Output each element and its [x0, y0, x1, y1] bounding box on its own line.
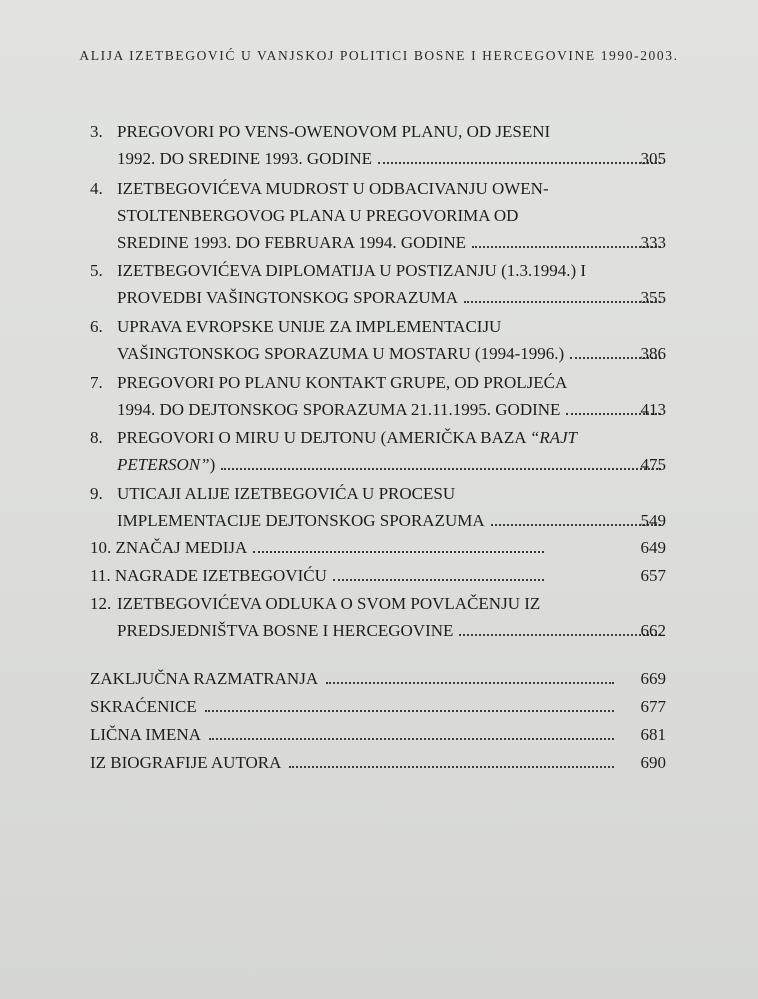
toc-entry-number: 7.: [90, 373, 103, 392]
toc-entry-conclusions[interactable]: [90, 665, 666, 692]
toc-entry-title-line: IZETBEGOVIĆEVA ODLUKA O SVOM POVLAČENJU IZ: [117, 594, 541, 613]
toc-page-number: 649: [640, 538, 666, 557]
toc-entry-number: 10.: [90, 538, 112, 557]
toc-entry-title: SKRAĆENICE: [90, 697, 197, 716]
toc-entry-title-line: 1994. DO DEJTONSKOG SPORAZUMA 21.11.1995. GODINE: [117, 400, 561, 419]
toc-entry-title-line: SREDINE 1993. DO FEBRUARA 1994. GODINE: [117, 233, 466, 252]
leader-dots: [326, 681, 614, 684]
leader-dots: [253, 550, 544, 553]
toc-entry-title-italic: “RAJT: [529, 428, 578, 447]
toc-page-number: 355: [640, 288, 666, 307]
toc-entry-title-italic: PETERSON”: [117, 455, 210, 474]
leader-dots: [333, 578, 544, 581]
toc-entry-personal-names[interactable]: [90, 721, 666, 748]
leader-dots: [209, 737, 614, 740]
toc-entry-title-line: UPRAVA EVROPSKE UNIJE ZA IMPLEMENTACIJU: [117, 317, 502, 336]
toc-entry-number: 6.: [90, 317, 103, 336]
toc-entry-title-line: PROVEDBI VAŠINGTONSKOG SPORAZUMA: [117, 288, 459, 307]
leader-dots: [289, 765, 614, 768]
toc-entry-number: 8.: [90, 428, 103, 447]
toc-entry-title-line: ZNAČAJ MEDIJA: [115, 538, 248, 557]
toc-entry-number: 11.: [90, 566, 111, 585]
toc-entry-title-line: IZETBEGOVIĆEVA DIPLOMATIJA U POSTIZANJU (1.3.1994.) I: [117, 261, 587, 280]
toc-entry-title-line: PREGOVORI O MIRU U DEJTONU (AMERIČKA BAZA: [117, 428, 530, 447]
toc-page-number: 475: [640, 455, 666, 474]
toc-entry-title: LIČNA IMENA: [90, 725, 201, 744]
toc-entry-title: ZAKLJUČNA RAZMATRANJA: [90, 669, 319, 688]
toc-page-number: 333: [640, 233, 666, 252]
toc-entry-title-line: IZETBEGOVIĆEVA MUDROST U ODBACIVANJU OWEN-: [117, 179, 549, 198]
toc-entry-title-line: IMPLEMENTACIJE DEJTONSKOG SPORAZUMA: [117, 511, 485, 530]
toc-page-number: 386: [640, 344, 666, 363]
toc-page-number: 669: [640, 669, 666, 688]
toc-entry-number: 3.: [90, 122, 103, 141]
toc-page-number: 690: [640, 753, 666, 772]
toc-entry-number: 12.: [90, 594, 112, 613]
toc-entry-title-line: PREDSJEDNIŠTVA BOSNE I HERCEGOVINE: [117, 621, 454, 640]
toc-entry-title-line: NAGRADE IZETBEGOVIĆU: [114, 566, 327, 585]
running-header: ALIJA IZETBEGOVIĆ U VANJSKOJ POLITICI BOSNE I HERCEGOVINE 1990-2003.: [79, 48, 679, 63]
toc-entry-number: 4.: [90, 179, 103, 198]
toc-page-number: 657: [640, 566, 666, 585]
toc-page-number: 681: [640, 725, 666, 744]
leader-dots: [205, 709, 614, 712]
toc-entry-title-line: STOLTENBERGOVOG PLANA U PREGOVORIMA OD: [117, 206, 519, 225]
toc-entry-title-line: ): [209, 455, 216, 474]
toc-page-number: 677: [640, 697, 666, 716]
toc-entry-number: 5.: [90, 261, 103, 280]
toc-entry-number: 9.: [90, 484, 103, 503]
toc-entry-title: IZ BIOGRAFIJE AUTORA: [90, 753, 282, 772]
toc-entry-title-line: PREGOVORI PO PLANU KONTAKT GRUPE, OD PROLJEĆA: [117, 373, 568, 392]
toc-entry-title-line: PREGOVORI PO VENS-OWENOVOM PLANU, OD JESENI: [117, 122, 551, 141]
toc-entry-title-line: 1992. DO SREDINE 1993. GODINE: [117, 149, 372, 168]
toc-page-number: 662: [640, 621, 666, 640]
toc-page-number: 305: [640, 149, 666, 168]
toc-page-number: 413: [640, 400, 666, 419]
toc-entry-title-line: VAŠINGTONSKOG SPORAZUMA U MOSTARU (1994-1996.): [117, 344, 565, 363]
toc-entry-abbreviations[interactable]: [90, 693, 666, 720]
toc-page-number: 549: [640, 511, 666, 530]
toc-entry-author-biography[interactable]: [90, 749, 666, 776]
toc-entry-title-line: UTICAJI ALIJE IZETBEGOVIĆA U PROCESU: [117, 484, 456, 503]
leader-dots: [221, 467, 661, 470]
